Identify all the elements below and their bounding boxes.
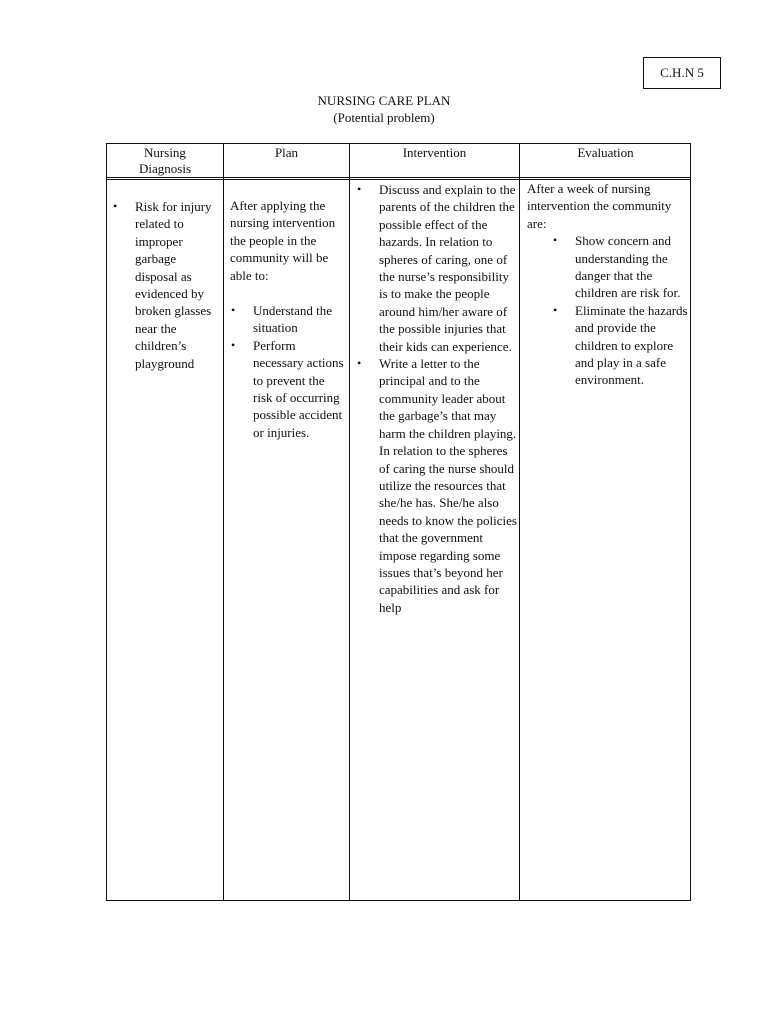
plan-item: • Understand the situation — [253, 302, 346, 337]
evaluation-intro: After a week of nursing intervention the community are: — [527, 181, 672, 231]
care-plan-table — [106, 143, 691, 901]
page-subtitle: (Potential problem) — [333, 110, 435, 125]
evaluation-item: • Show concern and understanding the danger that the children are risk for. — [575, 232, 689, 302]
diagnosis-cell — [135, 198, 219, 372]
document-code: C.H.N 5 — [660, 65, 704, 80]
column-divider — [519, 144, 520, 900]
intervention-cell — [379, 181, 517, 616]
header-nursing-diagnosis: Nursing Diagnosis — [139, 145, 191, 176]
header-plan: Plan — [274, 145, 299, 160]
column-divider — [223, 144, 224, 900]
header-evaluation: Evaluation — [577, 145, 634, 160]
page-title: NURSING CARE PLAN — [317, 93, 451, 108]
column-divider — [349, 144, 350, 900]
document-code-box — [643, 57, 721, 89]
intervention-item: • Discuss and explain to the parents of the children the possible effect of the hazards. In relation to spheres of caring, one of the nurse’s responsibility is to make the people around him/her aware of the possible injuries that their kids can experience. — [379, 181, 517, 355]
diagnosis-item: • Risk for injury related to improper garbage disposal as evidenced by broken glasses near the children’s playground — [135, 198, 219, 372]
plan-item: • Perform necessary actions to prevent the risk of occurring possible accident or injuries. — [253, 337, 346, 441]
header-intervention: Intervention — [402, 145, 467, 160]
plan-intro: After applying the nursing intervention the people in the community will be able to: — [230, 198, 336, 283]
evaluation-cell — [527, 180, 689, 389]
intervention-item: • Write a letter to the principal and to the community leader about the garbage’s that may harm the children playing. In relation to the spheres of caring the nurse should utilize the resources that she/he has. She/he also needs to know the policies that the government impose regarding some issues that’s beyond her capabilities and ask for help — [379, 355, 517, 616]
evaluation-item: • Eliminate the hazards and provide the children to explore and play in a safe environment. — [575, 302, 689, 389]
plan-cell — [230, 197, 346, 441]
